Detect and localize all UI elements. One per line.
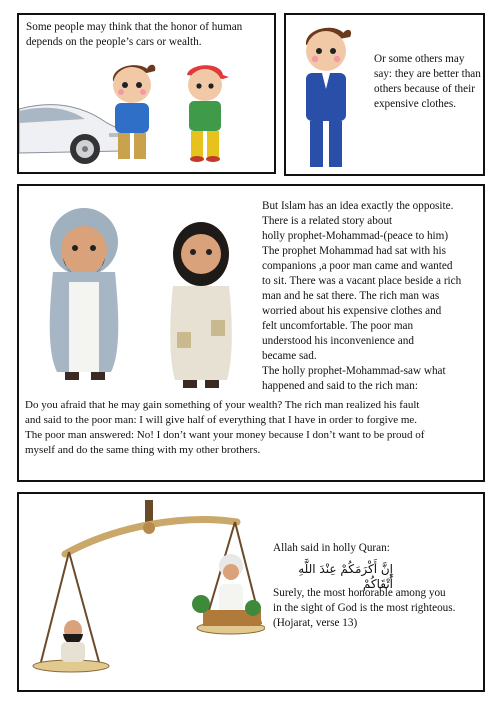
- story-line: happened and said to the rich man:: [262, 380, 418, 392]
- story-line: There is a related story about: [262, 215, 393, 227]
- comic-panel-2: [284, 13, 485, 176]
- story-text-right: [262, 199, 484, 394]
- quran-translation: [273, 586, 483, 631]
- story-line: The poor man answered: No! I don’t want your money because I don’t want to be proud of: [25, 429, 425, 441]
- story-line: understood his inconvenience and: [262, 335, 414, 347]
- comic-panel-1: [17, 13, 276, 174]
- story-line: companions ,a poor man came and wanted: [262, 260, 453, 272]
- quran-arabic-verse: إِنَّ أَكْرَمَكُمْ عِنْدَ اللَّهِ أَتْقَاكُمْ: [298, 562, 393, 591]
- panel1-caption: Some people may think that the honor of human depends on the people’s cars or wealth.: [26, 21, 243, 48]
- poor-man-illustration: [159, 210, 243, 390]
- man-blue-suit-illustration: [296, 23, 356, 173]
- story-line: to sit. There was a vacant place beside a rich: [262, 275, 462, 287]
- balance-scale-illustration: [25, 500, 265, 690]
- story-line: and said to the poor man: I will give half of everything that I have in order to forgive me.: [25, 414, 418, 426]
- story-line: became sad.: [262, 350, 317, 362]
- rich-man-illustration: [39, 202, 129, 382]
- translation-line: (Hojarat, verse 13): [273, 617, 358, 629]
- quran-heading: Allah said in holly Quran:: [273, 542, 390, 554]
- panel2-caption: Or some others may say: they are better than others because of their expensive clothes.: [374, 53, 481, 110]
- story-line: holly prophet-Mohammad-(peace to him): [262, 230, 449, 242]
- story-line: man and he sat there. The rich man was: [262, 290, 440, 302]
- story-line: worried about his expensive clothes and: [262, 305, 442, 317]
- story-line: But Islam has an idea exactly the opposite.: [262, 200, 454, 212]
- story-text-full: [25, 398, 481, 458]
- story-line: felt uncomfortable. The poor man: [262, 320, 414, 332]
- comic-panel-3: [17, 184, 485, 482]
- story-line: Do you afraid that he may gain something of your wealth? The rich man realized his fault: [25, 399, 420, 411]
- translation-line: Surely, the most honorable among you: [273, 587, 446, 599]
- comic-panel-4: [17, 492, 485, 692]
- story-line: myself and do the same thing with my other brothers.: [25, 444, 261, 456]
- story-line: The prophet Mohammad had sat with his: [262, 245, 446, 257]
- boy-blue-shirt-illustration: [103, 59, 161, 163]
- boy-red-cap-illustration: [179, 59, 231, 165]
- translation-line: in the sight of God is the most righteous.: [273, 602, 456, 614]
- story-line: The holly prophet-Mohammad-saw what: [262, 365, 446, 377]
